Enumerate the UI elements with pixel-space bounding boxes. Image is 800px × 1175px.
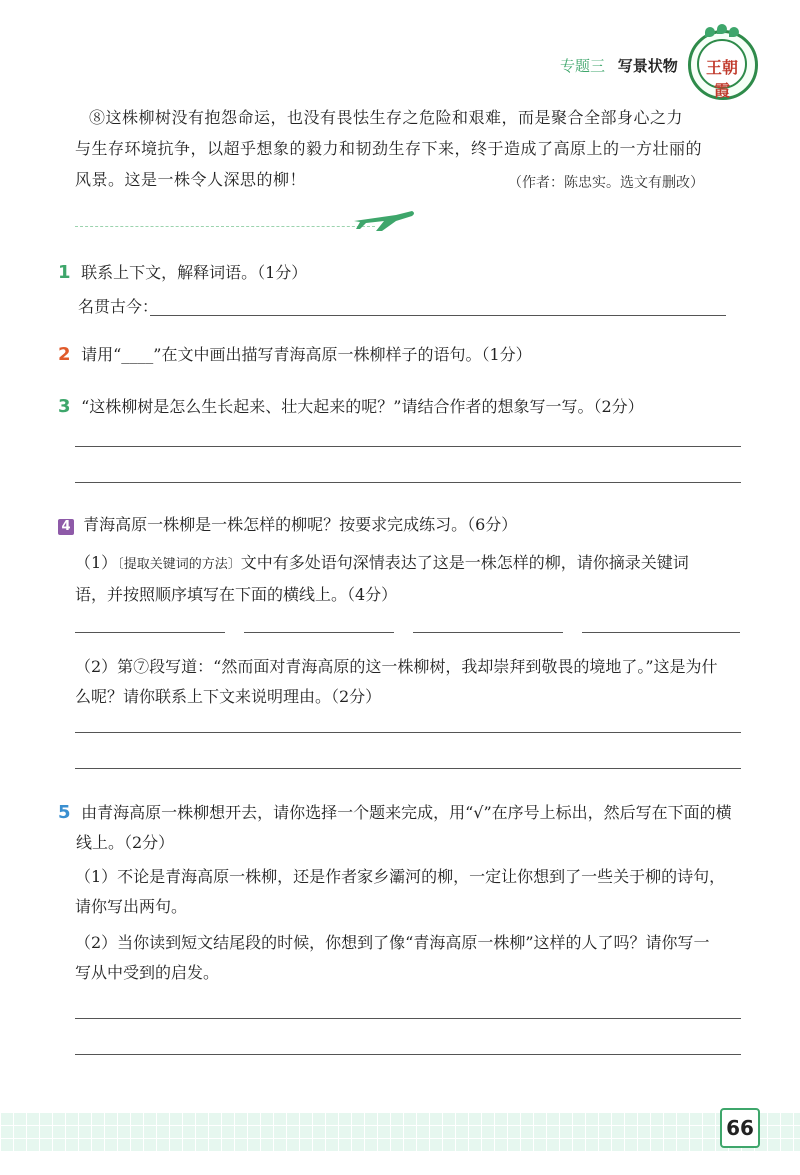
q5-option-2 xyxy=(75,928,745,988)
header-topic xyxy=(560,55,678,76)
q4-keyword-line[interactable] xyxy=(75,632,225,633)
q1-term-label: 名贯古今： xyxy=(78,297,159,316)
passage-line: 与生存环境抗争，以超乎想象的毅力和韧劲生存下来，终于造成了高原上的一方壮丽的 xyxy=(75,139,703,158)
q4-sub1 xyxy=(75,548,741,610)
question-text: 线上。（2分） xyxy=(76,833,175,852)
q5-answer-line[interactable] xyxy=(75,1054,741,1055)
question-number: 3 xyxy=(58,396,71,417)
q1-answer-line[interactable] xyxy=(150,315,726,316)
leaf-icon xyxy=(729,27,739,37)
passage-line: ⑧这株柳树没有抱怨命运，也没有畏怯生存之危险和艰难，而是聚合全部身心之力 xyxy=(89,108,684,127)
q4-answer-line[interactable] xyxy=(75,732,741,733)
q4-sub1-hint: 〔提取关键词的方法〕 xyxy=(117,557,241,572)
dotted-divider xyxy=(75,226,375,227)
q4-keyword-line[interactable] xyxy=(582,632,740,633)
leaf-icon xyxy=(705,27,715,37)
page-number: 66 xyxy=(720,1108,760,1148)
passage-source: （作者：陈忠实。选文有删改） xyxy=(508,175,704,191)
question-4 xyxy=(58,514,517,536)
q4-sub1-text: 语，并按照顺序填写在下面的横线上。（4分） xyxy=(75,585,398,604)
topic-sub: 专题三 xyxy=(560,57,606,75)
question-1 xyxy=(58,262,307,284)
q5-option-text: （2）当你读到短文结尾段的时候，你想到了像“青海高原一株柳”这样的人了吗？请你写一 xyxy=(75,933,710,952)
q4-keyword-line[interactable] xyxy=(244,632,394,633)
q4-keyword-line[interactable] xyxy=(413,632,563,633)
q4-sub1-text: 文中有多处语句深情表达了这是一株怎样的柳，请你摘录关键词 xyxy=(240,553,689,572)
airplane-icon xyxy=(352,203,416,233)
q4-sub1-prefix: （1） xyxy=(75,553,118,572)
q4-sub2-text: （2）第⑦段写道：“然而面对青海高原的这一株柳树，我却崇拜到敬畏的境地了。”这是为什 xyxy=(75,657,718,676)
leaf-icon xyxy=(717,24,727,34)
q5-option-text: 写从中受到的启发。 xyxy=(75,963,220,982)
question-number: 5 xyxy=(58,802,71,823)
question-text: 请用“____”在文中画出描写青海高原一株柳样子的语句。（1分） xyxy=(81,345,532,364)
passage-line: 风景。这是一株令人深思的柳！ xyxy=(75,170,307,189)
q5-option-1 xyxy=(75,862,745,922)
question-5 xyxy=(58,798,748,858)
brand-badge xyxy=(688,30,758,100)
topic-main: 写景状物 xyxy=(617,57,678,75)
question-text: “这株柳树是怎么生长起来、壮大起来的呢？”请结合作者的想象写一写。（2分） xyxy=(81,397,644,416)
q4-answer-line[interactable] xyxy=(75,768,741,769)
q3-answer-line[interactable] xyxy=(75,446,741,447)
q3-answer-line[interactable] xyxy=(75,482,741,483)
question-text: 由青海高原一株柳想开去，请你选择一个题来完成，用“√”在序号上标出，然后写在下面的横 xyxy=(81,803,732,822)
q5-answer-line[interactable] xyxy=(75,1018,741,1019)
q4-sub2 xyxy=(75,652,741,712)
question-2 xyxy=(58,344,532,366)
question-text: 联系上下文，解释词语。（1分） xyxy=(81,263,308,282)
question-3 xyxy=(58,396,644,418)
question-text: 青海高原一株柳是一株怎样的柳呢？按要求完成练习。（6分） xyxy=(83,515,518,534)
q5-option-text: （1）不论是青海高原一株柳，还是作者家乡灞河的柳，一定让你想到了一些关于柳的诗句， xyxy=(75,867,726,886)
badge-text: 王朝霞 xyxy=(705,58,738,100)
question-number: 1 xyxy=(58,262,71,283)
q4-sub2-text: 么呢？请你联系上下文来说明理由。（2分） xyxy=(75,687,382,706)
question-number: 4 xyxy=(58,519,74,535)
q5-option-text: 请你写出两句。 xyxy=(75,897,188,916)
footer-grid xyxy=(0,1112,800,1152)
question-number: 2 xyxy=(58,344,71,365)
badge-inner xyxy=(697,39,747,100)
